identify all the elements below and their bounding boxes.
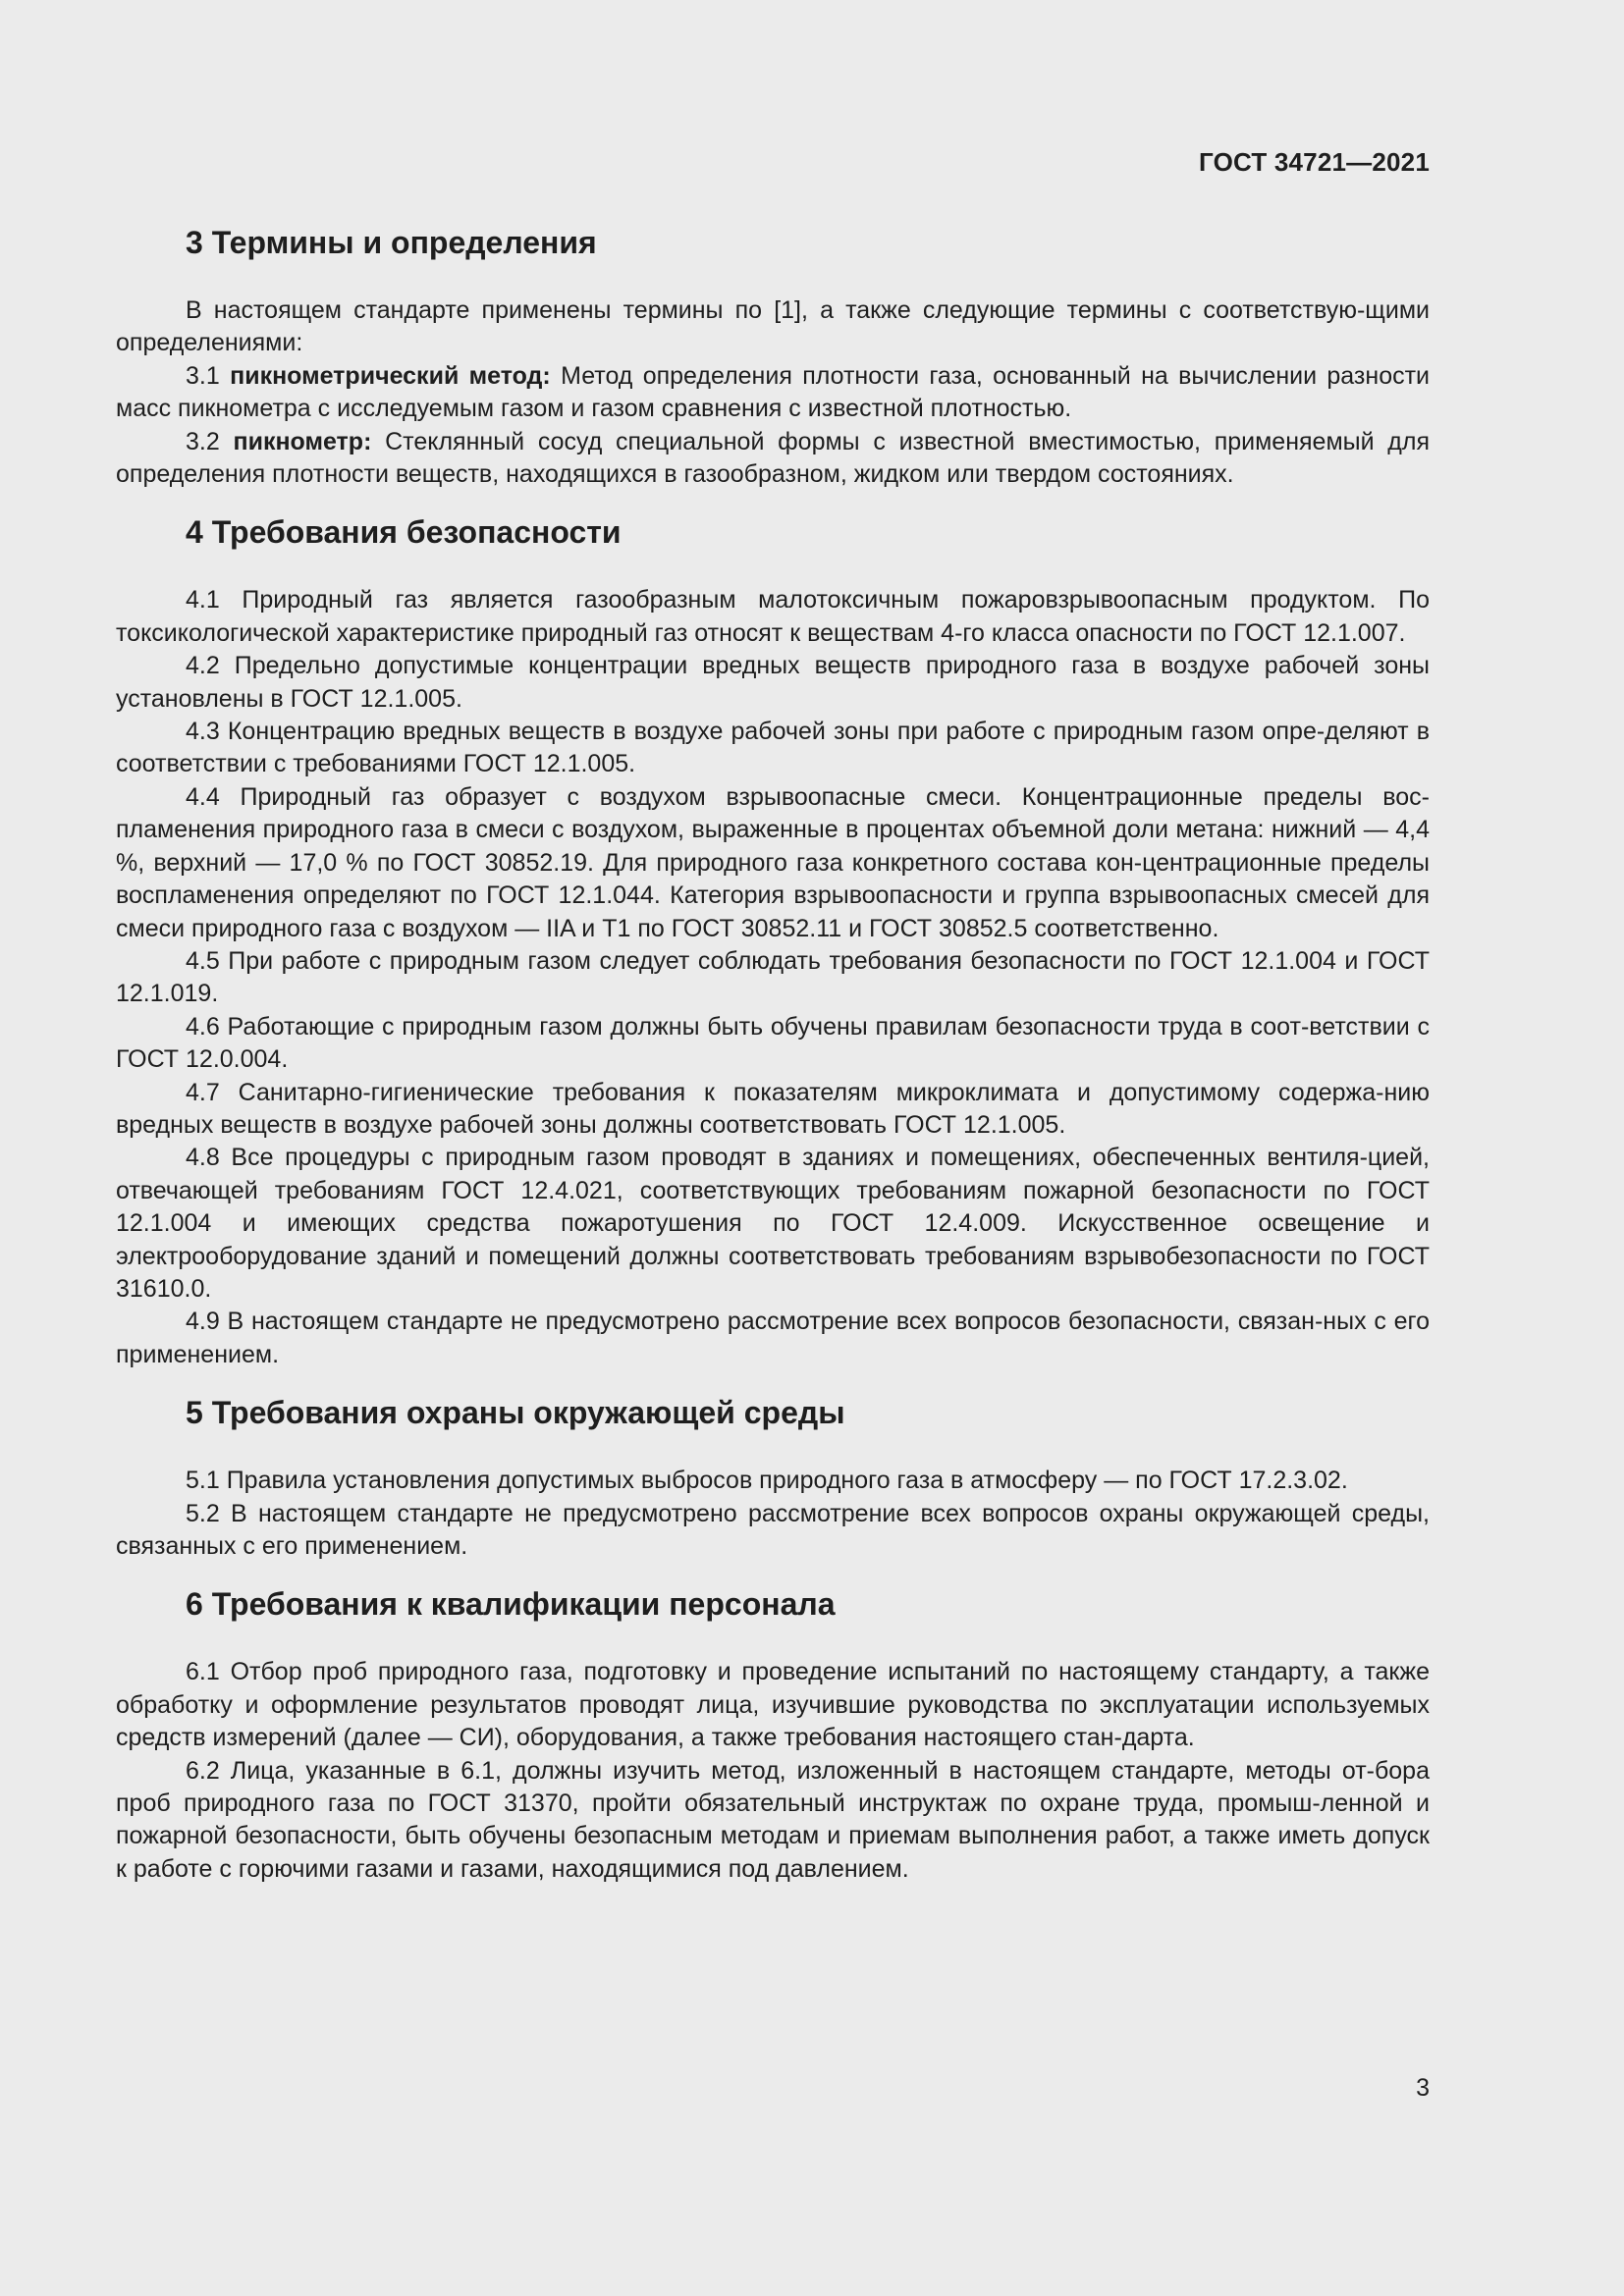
- term: пикнометрический метод:: [230, 361, 551, 390]
- clause-number: 3.1: [186, 361, 231, 390]
- paragraph: 4.5 При работе с природным газом следует соблюдать требования безопасности по ГОСТ 12.1.004 и ГОСТ 12.1.019.: [116, 946, 1430, 1008]
- section-title: 6 Требования к квалификации персонала: [186, 1586, 836, 1623]
- paragraph: 4.6 Работающие с природным газом должны быть обучены правилам безопасности труда в соот-ветствии с ГОСТ 12.0.004.: [116, 1012, 1430, 1074]
- section-title: 3 Термины и определения: [186, 225, 597, 260]
- definition-paragraph: [116, 360, 1430, 426]
- section-personnel: [116, 1582, 1430, 1886]
- document-body: [116, 221, 1430, 1905]
- paragraph: 6.2 Лица, указанные в 6.1, должны изучить метод, изложенный в настоящем стандарте, методы от-бора проб природного газа по ГОСТ 31370, пройти обязательный инструктаж по охране труда, промыш-ленной и пожарной безопасности, быть обучены безопасным методам и приемам выполнения работ, а также иметь допуск к работе с горючими газами и газами, находящимися под давлением.: [116, 1756, 1430, 1883]
- paragraph: 4.1 Природный газ является газообразным малотоксичным пожаровзрывоопасным продуктом. По токсикологической характеристике природный газ относят к веществам 4-го класса опасности по ГОСТ 12.1.007.: [116, 586, 1430, 647]
- definition-text: Стеклянный сосуд специальной формы с известной вместимостью, применяемый для определения плотности веществ, находящихся в газообразном, жидком или твердом состояниях.: [116, 427, 1430, 489]
- paragraph: В настоящем стандарте применены термины по [1], а также следующие термины с соответствую-щими определениями:: [116, 296, 1430, 357]
- section-safety: [116, 510, 1430, 1371]
- paragraph: 5.1 Правила установления допустимых выбросов природного газа в атмосферу — по ГОСТ 17.2.3.02.: [186, 1467, 1348, 1495]
- paragraph: 6.1 Отбор проб природного газа, подготовку и проведение испытаний по настоящему стандарту, а также обработку и оформление результатов проводят лица, изучившие руководства по эксплуатации используемых средств измерений (далее — СИ), оборудования, а также требования настоящего стан-дарта.: [116, 1658, 1430, 1752]
- paragraph: 4.7 Санитарно-гигиенические требования к показателям микроклимата и допустимому содержа-нию вредных веществ в воздухе рабочей зоны должны соответствовать ГОСТ 12.1.005.: [116, 1078, 1430, 1139]
- section-title: 4 Требования безопасности: [186, 514, 622, 551]
- section-title: 5 Требования охраны окружающей среды: [186, 1395, 845, 1431]
- paragraph: 4.9 В настоящем стандарте не предусмотрено рассмотрение всех вопросов безопасности, связан-ных с его применением.: [116, 1308, 1430, 1368]
- paragraph: 4.3 Концентрацию вредных веществ в воздухе рабочей зоны при работе с природным газом опре-деляют в соответствии с требованиями ГОСТ 12.1.005.: [116, 718, 1430, 778]
- definition-paragraph: [116, 426, 1430, 492]
- paragraph: 4.8 Все процедуры с природным газом проводят в зданиях и помещениях, обеспеченных вентиля-цией, отвечающей требованиям ГОСТ 12.4.021, соответствующих требованиям пожарной безопасности по ГОСТ 12.1.004 и имеющих средства пожаротушения по ГОСТ 12.4.009. Искусственное освещение и электрооборудование зданий и помещений должны соответствовать требованиям взрывобезопасности по ГОСТ 31610.0.: [116, 1144, 1430, 1303]
- term: пикнометр:: [233, 427, 372, 455]
- page-number: 3: [1416, 2074, 1430, 2102]
- paragraph: 4.2 Предельно допустимые концентрации вредных веществ природного газа в воздухе рабочей зоны установлены в ГОСТ 12.1.005.: [116, 652, 1430, 713]
- section-environment: [116, 1391, 1430, 1563]
- paragraph: 5.2 В настоящем стандарте не предусмотрено рассмотрение всех вопросов охраны окружающей среды, связанных с его применением.: [116, 1499, 1430, 1560]
- clause-number: 3.2: [186, 427, 234, 455]
- section-terms: [116, 221, 1430, 491]
- definition-text: Метод определения плотности газа, основанный на вычислении разности масс пикнометра с исследуемым газом и газом сравнения с известной плотностью.: [116, 361, 1431, 423]
- document-code: ГОСТ 34721—2021: [1199, 147, 1430, 177]
- paragraph: 4.4 Природный газ образует с воздухом взрывоопасные смеси. Концентрационные пределы вос-пламенения природного газа в смеси с воздухом, выраженные в процентах объемной доли метана: нижний — 4,4 %, верхний — 17,0 % по ГОСТ 30852.19. Для природного газа конкретного состава кон-центрационные пределы воспламенения определяют по ГОСТ 12.1.044. Категория взрывоопасности и группа взрывоопасных смесей для смеси природного газа с воздухом — IIA и T1 по ГОСТ 30852.11 и ГОСТ 30852.5 соответственно.: [116, 782, 1430, 942]
